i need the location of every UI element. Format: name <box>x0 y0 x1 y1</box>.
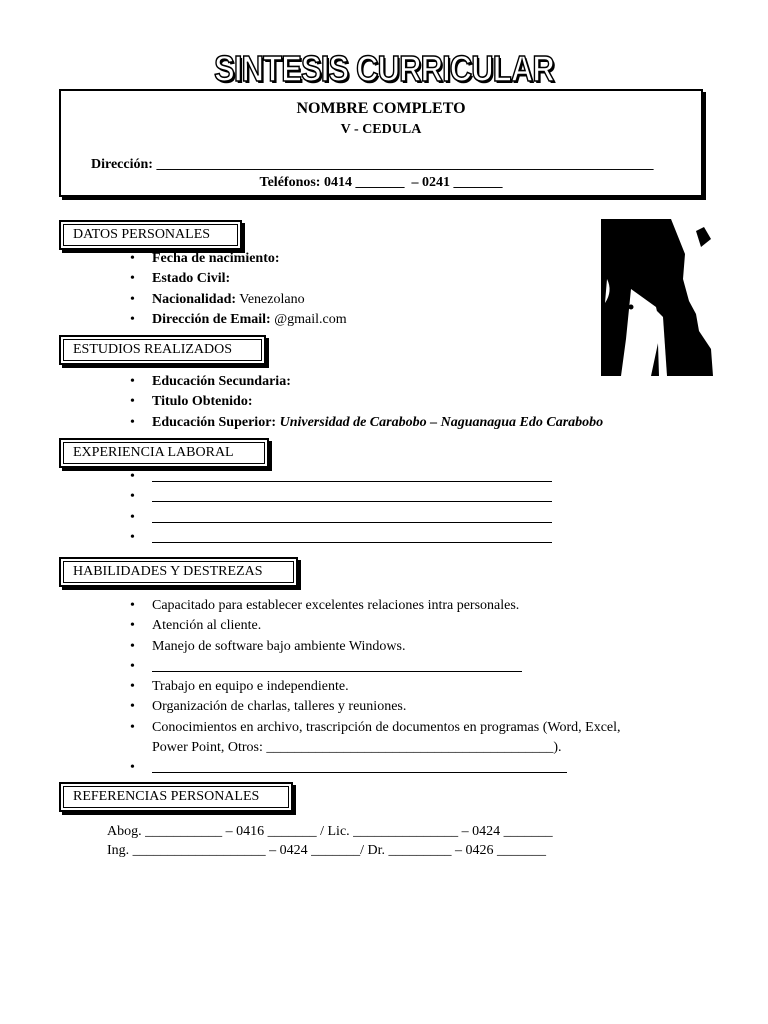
section-references: REFERENCIAS PERSONALES <box>59 782 293 812</box>
section-personal-data: DATOS PERSONALES <box>59 220 242 250</box>
reference-line: Abog. ___________ – 0416 _______ / Lic. _______________ – 0424 _______ <box>107 824 553 839</box>
section-studies: ESTUDIOS REALIZADOS <box>59 335 266 365</box>
list-item-continuation: Power Point, Otros: _________________________________________). <box>152 740 562 756</box>
address-line: Dirección: _______________________________________________________________________ <box>91 157 654 172</box>
list-item: • Nacionalidad: Venezolano <box>130 290 347 310</box>
list-item: • Educación Superior: Universidad de Carabobo – Naguanagua Edo Carabobo <box>130 413 603 433</box>
phones-line: Teléfonos: 0414 _______ – 0241 _______ <box>259 175 503 190</box>
studies-list <box>130 372 603 433</box>
page-title: SINTESIS CURRICULAR <box>214 48 554 89</box>
list-item: • Conocimientos en archivo, trascripción de documentos en programas (Word, Excel, <box>130 718 621 738</box>
list-item <box>130 487 552 507</box>
personal-data-list <box>130 249 347 330</box>
list-item: • Atención al cliente. <box>130 616 621 636</box>
list-item: • Organización de charlas, talleres y reuniones. <box>130 697 621 717</box>
skills-list <box>130 596 621 779</box>
id-number: V - CEDULA <box>340 122 422 137</box>
list-item <box>130 508 552 528</box>
list-item: • Manejo de software bajo ambiente Windows. <box>130 637 621 657</box>
person-silhouette-photo <box>601 219 718 376</box>
experience-list <box>130 467 552 548</box>
header-box <box>59 89 703 197</box>
list-item: • Dirección de Email: @gmail.com <box>130 310 347 330</box>
list-item: • Capacitado para establecer excelentes relaciones intra personales. <box>130 596 621 616</box>
reference-line: Ing. ___________________ – 0424 _______/ Dr. _________ – 0426 _______ <box>107 843 547 858</box>
list-item <box>130 467 552 487</box>
list-item: • Trabajo en equipo e independiente. <box>130 677 621 697</box>
list-item: • Estado Civil: <box>130 269 347 289</box>
list-item <box>130 657 621 677</box>
list-item: • Educación Secundaria: <box>130 372 603 392</box>
references-block <box>107 822 553 860</box>
list-item: • Fecha de nacimiento: <box>130 249 347 269</box>
full-name: NOMBRE COMPLETO <box>296 100 466 117</box>
section-work-experience: EXPERIENCIA LABORAL <box>59 438 269 468</box>
list-item <box>130 528 552 548</box>
section-skills: HABILIDADES Y DESTREZAS <box>59 557 298 587</box>
list-item <box>130 758 621 778</box>
list-item: • Titulo Obtenido: <box>130 392 603 412</box>
